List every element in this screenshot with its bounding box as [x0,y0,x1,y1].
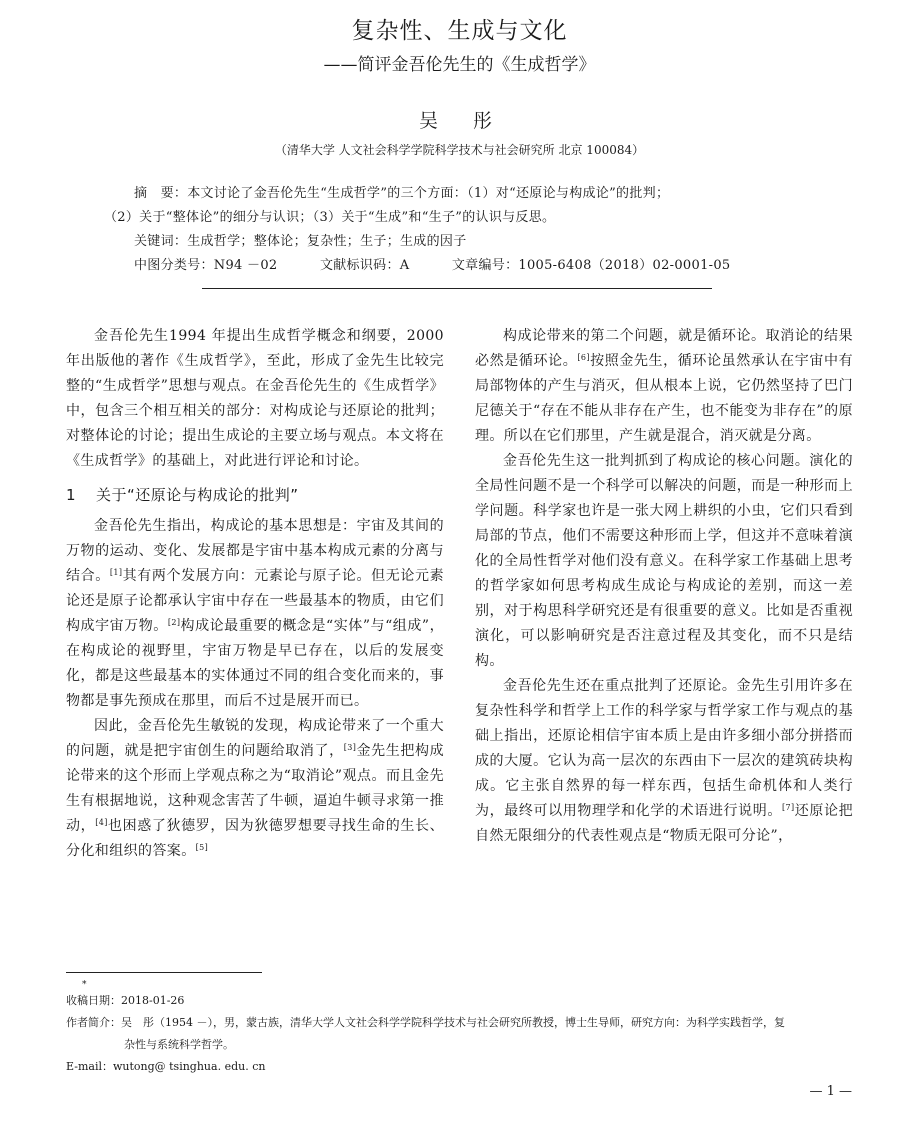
citation-7[interactable]: [7] [781,803,795,812]
author-name: 吴 彤 [418,110,500,132]
paper-title: 复杂性、生成与文化 [351,18,568,44]
abstract-line-1: 摘 要：本文讨论了金吾伦先生“生成哲学”的三个方面：（1）对“还原论与构成论”的批判； [134,186,670,201]
received-date: 收稿日期：2018-01-26 [66,994,185,1007]
citation-5[interactable]: [5] [195,843,209,852]
footnote-divider [66,972,262,973]
citation-4[interactable]: [4] [95,818,108,827]
citation-1[interactable]: [1] [109,568,123,577]
author-bio-line-1: 作者简介：吴 彤（1954 －），男，蒙古族，清华大学人文社会科学学院科学技术与社会研究所教授，博士生导师，研究方向：为科学实践哲学，复 [66,1016,785,1029]
abstract-line-2: （2）关于“整体论”的细分与认识；（3）关于“生成”和“生子”的认识与反思。 [104,210,556,225]
body-column-right [475,324,853,849]
section-heading [66,482,444,508]
section-number: 1 [66,486,77,504]
citation-3[interactable]: [3] [343,743,357,752]
paragraph-constructionism: 金吾伦先生指出，构成论的基本思想是：宇宙及其间的万物的运动、变化、发展都是宇宙中基本构成元素的分离与结合。[1]其有两个发展方向：元素论与原子论。但无论元素论还是原子论都承认宇宙中存在一些最基本的物质，由它们构成宇宙万物。[2]构成论最重要的概念是“实体”与“组成”，在构成论的视野里，宇宙万物是早已存在，以后的发展变化，都是这些最基本的实体通过不同的组合变化而来的，事物都是事先预成在那里，而后不过是展开而已。 [66,518,444,709]
citation-2[interactable]: [2] [167,618,181,627]
footnote-marker: * [82,980,87,990]
class-number: 中图分类号：N94 －02 [134,258,278,273]
abstract-divider [202,288,712,289]
document-code: 文献标识码：A [319,258,410,273]
author-bio-line-2: 杂性与系统科学哲学。 [124,1038,234,1051]
abstract-block [104,182,824,278]
body-column-left [66,324,444,864]
paragraph-evolution: 金吾伦先生这一批判抓到了构成论的核心问题。演化的全局性问题不是一个科学可以解决的问题，而是一种形而上学问题。科学家也许是一张大网上耕织的小虫，它们只看到局部的节点，他们不需要这种形而上学，但这并不意味着演化的全局性哲学对他们没有意义。在科学家工作基础上思考的哲学家如何思考构成生成论与构成论的差别，而这一差别，对于构思科学研究还是有很重要的意义。比如是否重视演化，可以影响研究是否注意过程及其变化，而不只是结构。 [475,453,853,669]
article-number: 文章编号：1005-6408（2018）02-0001-05 [451,258,731,273]
author-affiliation: （清华大学 人文社会科学学院科学技术与社会研究所 北京 100084） [274,143,645,157]
paragraph-circularity: 构成论带来的第二个问题，就是循环论。取消论的结果必然是循环论。[6]按照金先生，循环论虽然承认在宇宙中有局部物体的产生与消灭，但从根本上说，它仍然坚持了巴门尼德关于“存在不能从非存在产生，也不能变为非存在”的原理。所以在它们那里，产生就是混合，消灭就是分离。 [475,328,853,444]
paper-subtitle: ——简评金吾伦先生的《生成哲学》 [323,55,596,75]
footnotes [66,990,856,1078]
author-email[interactable]: E-mail：wutong@ tsinghua. edu. cn [66,1060,266,1073]
citation-6[interactable]: [6] [577,353,590,362]
keywords: 关键词：生成哲学；整体论；复杂性；生子；生成的因子 [134,234,467,249]
intro-paragraph: 金吾伦先生1994 年提出生成哲学概念和纲要，2000 年出版他的著作《生成哲学》，至此，形成了金先生比较完整的“生成哲学”思想与观点。在金吾伦先生的《生成哲学》中，包含三个相互相关的部分：对构成论与还原论的批判；对整体论的讨论；提出生成论的主要立场与观点。本文将在《生成哲学》的基础上，对此进行评论和讨论。 [66,328,444,469]
paragraph-cancellation: 因此，金吾伦先生敏锐的发现，构成论带来了一个重大的问题，就是把宇宙创生的问题给取消了，[3]金先生把构成论带来的这个形而上学观点称之为“取消论”观点。而且金先生有根据地说，这种观念害苦了牛顿，逼迫牛顿寻求第一推动，[4]也困惑了狄德罗，因为狄德罗想要寻找生命的生长、分化和组织的答案。[5] [66,718,444,859]
paragraph-reductionism: 金吾伦先生还在重点批判了还原论。金先生引用许多在复杂性科学和哲学上工作的科学家与哲学家工作与观点的基础上指出，还原论相信宇宙本质上是由许多细小部分拼搭而成的大厦。它认为高一层次的东西由下一层次的建筑砖块构成。它主张自然界的每一样东西，包括生命机体和人类行为，最终可以用物理学和化学的术语进行说明。[7]还原论把自然无限细分的代表性观点是“物质无限可分论”， [475,678,853,844]
classification-row [104,254,824,278]
page-number: — 1 — [809,1084,852,1099]
section-title: 关于“还原论与构成论的批判” [96,486,299,504]
